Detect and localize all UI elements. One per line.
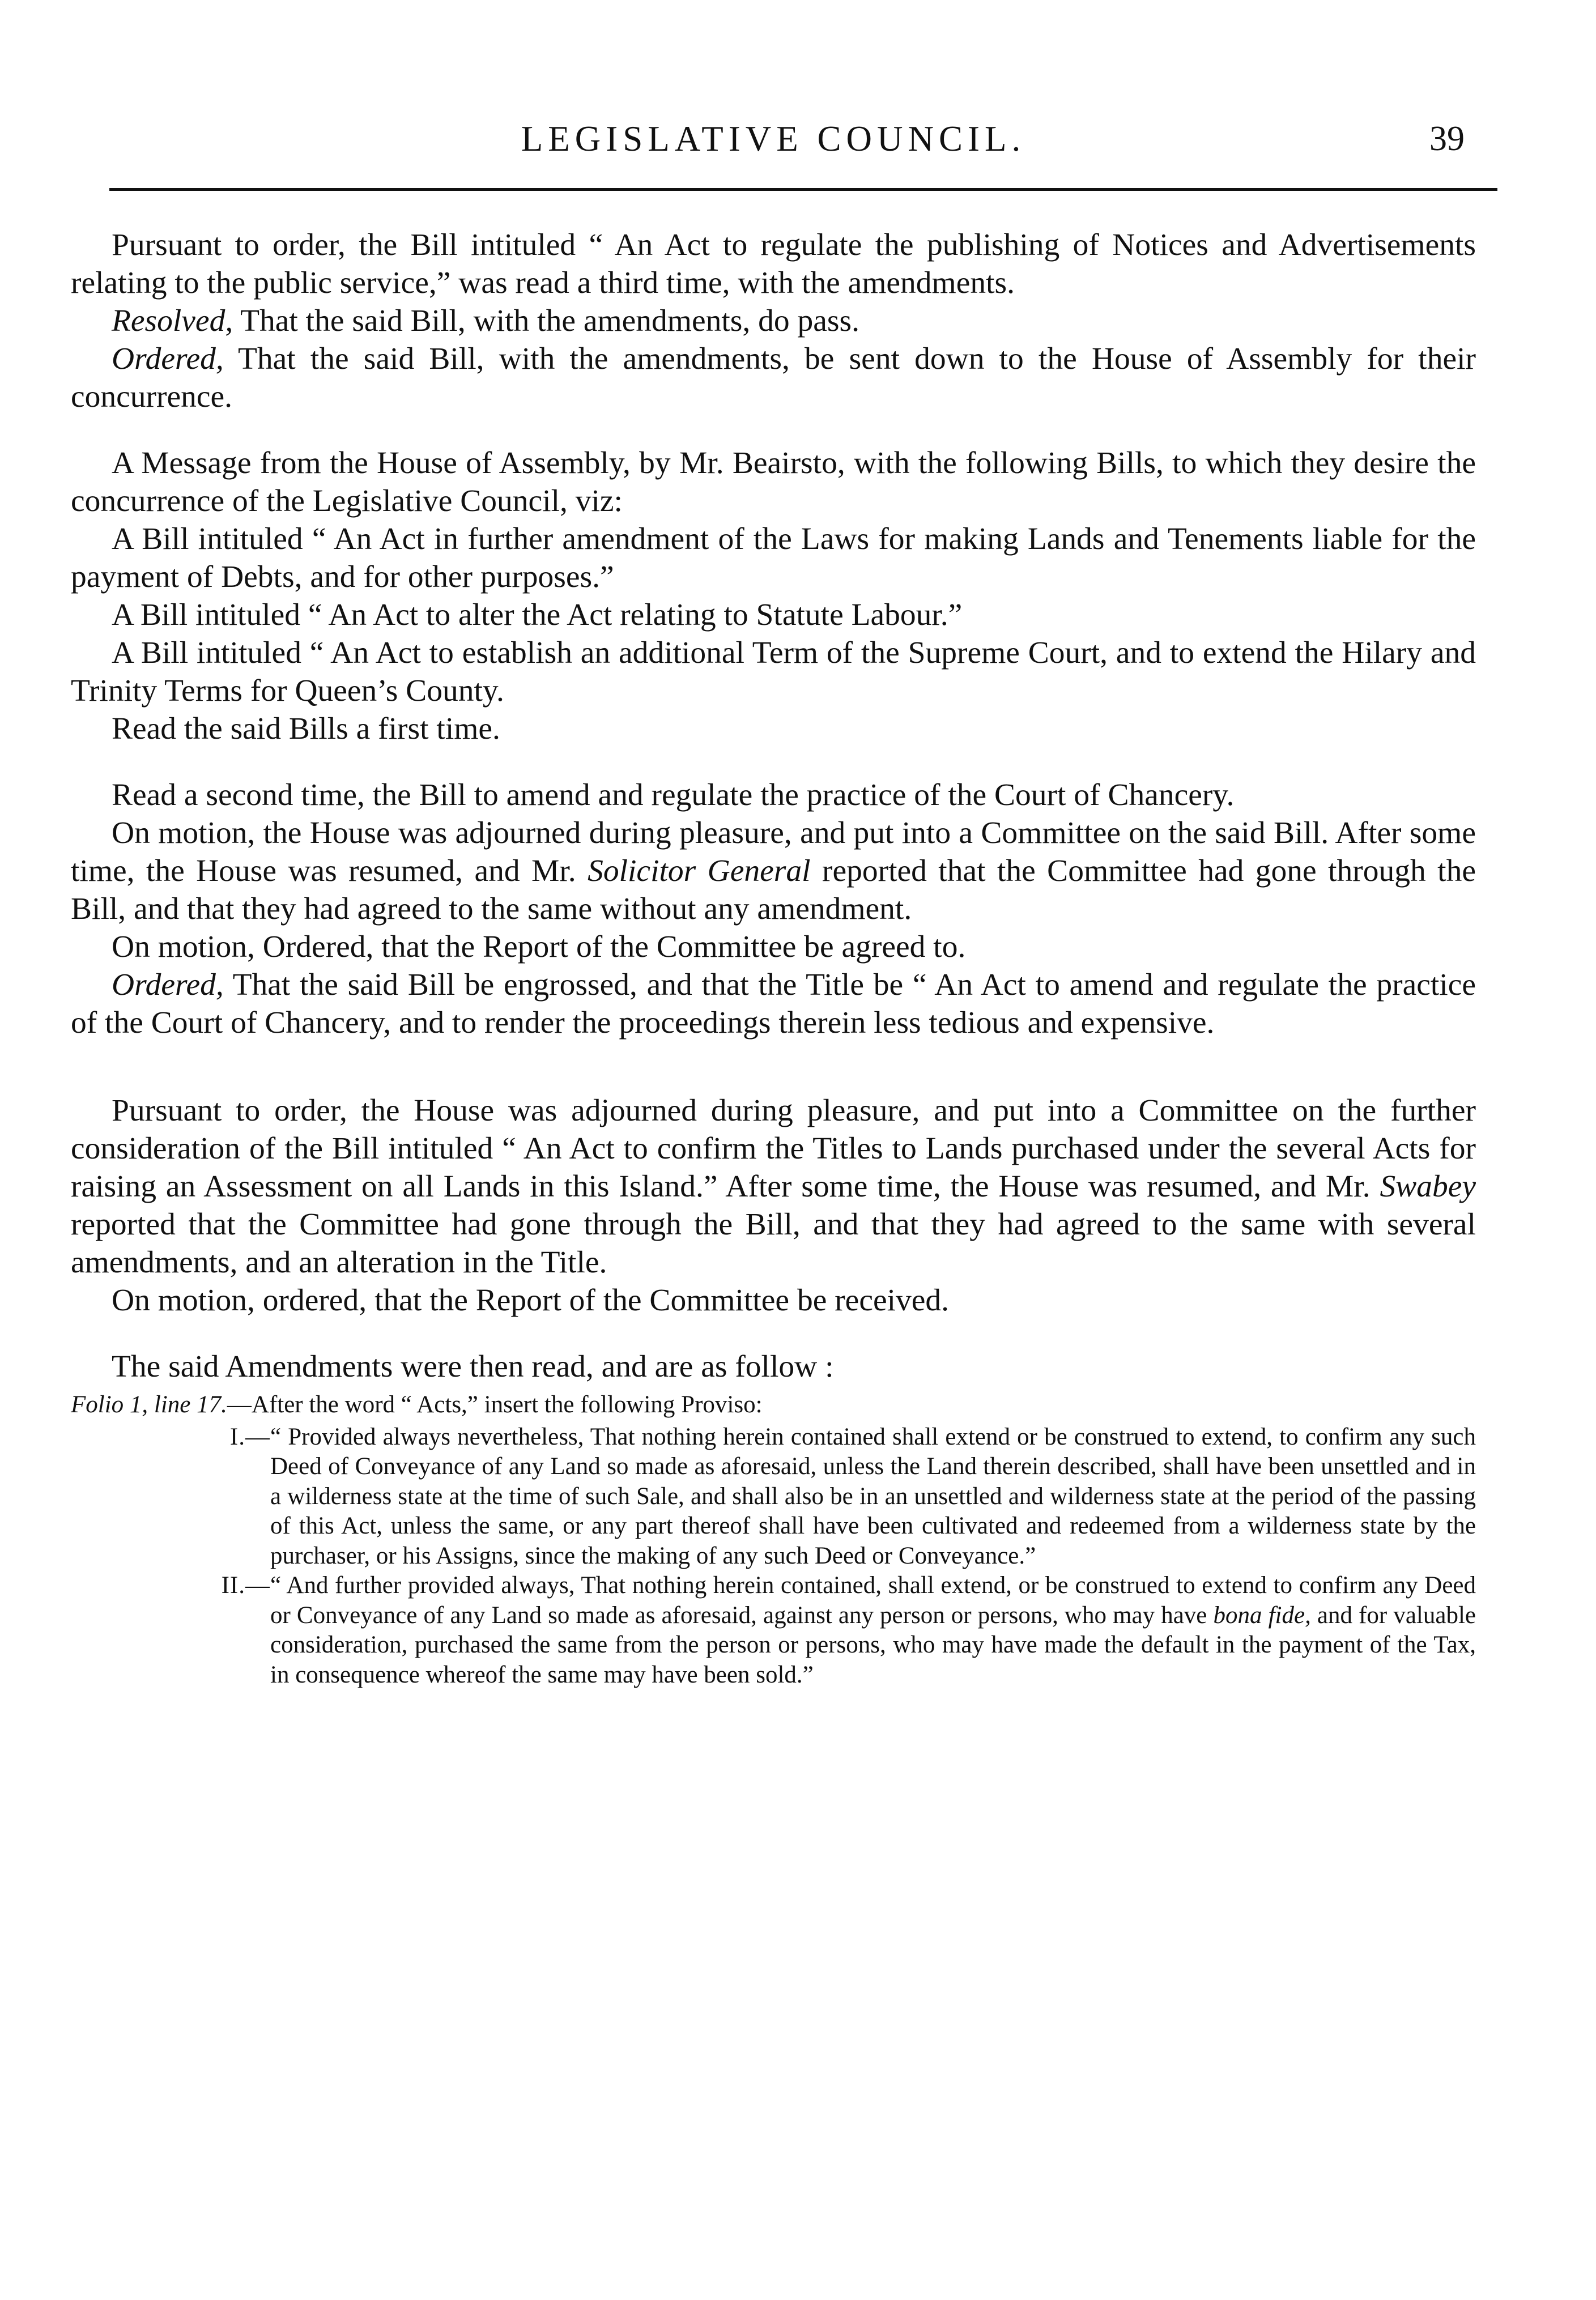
titles-committee-text-b: reported that the Committee had gone through the Bill, and that they had agreed to the same with several amendments, and an alteration in the Title.: [71, 1207, 1476, 1280]
proviso-number: I.—: [229, 1423, 270, 1450]
committee-chancery-text-b: reported that the Committee had gone through the Bill, and that they had agreed to the same without any amendment.: [71, 854, 1476, 926]
paragraph-chancery-second-reading: Read a second time, the Bill to amend and regulate the practice of the Court of Chancery.: [112, 778, 1235, 812]
paragraph-resolved: [71, 302, 1476, 340]
journal-body: [71, 226, 1476, 1386]
ordered-engrossed-lead: Ordered,: [112, 968, 224, 1002]
paragraph-report-received: On motion, ordered, that the Report of the Committee be received.: [112, 1283, 950, 1318]
paragraph-third-reading: Pursuant to order, the Bill intituled “ An Act to regulate the publishing of Notices and Advertisements relating to the public service,” was read a third time, with the amendments.: [71, 228, 1476, 300]
paragraph-amendments-read: The said Amendments were then read, and are as follow :: [112, 1349, 834, 1384]
header-rule: [109, 188, 1497, 191]
paragraph-bill-supreme-court: A Bill intituled “ An Act to establish an additional Term of the Supreme Court, and to extend the Hilary and Trinity Terms for Queen’s County.: [71, 636, 1476, 708]
titles-committee-text-a: Pursuant to order, the House was adjourned during pleasure, and put into a Committee on the further consideration of the Bill intituled “ An Act to confirm the Titles to Lands purchased under the several Acts for raising an Assessment on all Lands in this Island.” After some time, the House was resumed, and Mr.: [71, 1093, 1476, 1204]
proviso-text-b: and for valuable consideration, purchased the same from the person or persons, who may have made the default in the payment of the Tax, in consequence whereof the same may have been sold.”: [270, 1602, 1476, 1688]
ordered-text: That the said Bill, with the amendments, be sent down to the House of Assembly for their concurrence.: [71, 342, 1476, 414]
solicitor-general-name: Solicitor General: [588, 854, 811, 888]
proviso-1: [208, 1422, 1476, 1571]
proviso-number: II.—: [221, 1572, 270, 1599]
folio-text: —After the word “ Acts,” insert the following Proviso:: [227, 1391, 763, 1418]
page-header: [71, 113, 1476, 164]
amendments-section: [71, 1390, 1476, 1690]
resolved-text: That the said Bill, with the amendments, do pass.: [233, 304, 859, 338]
ordered-engrossed-text: That the said Bill be engrossed, and that the Title be “ An Act to amend and regulate the practice of the Court of Chancery, and to render the proceedings therein less tedious and expensive.: [71, 968, 1476, 1040]
resolved-lead: Resolved,: [112, 304, 233, 338]
bona-fide-phrase: bona fide,: [1213, 1602, 1311, 1629]
paragraph-ordered-sent-down: [71, 340, 1476, 416]
proviso-text: “ Provided always nevertheless, That nothing herein contained shall extend or be construed to extend, to confirm any such Deed of Conveyance of any Land so made as aforesaid, unless the Land therein described, shall have been unsettled and in a wilderness state at the time of such Sale, and shall also be in an unsettled and wilderness state at the period of the passing of this Act, unless the same, or any part thereof shall have been cultivated and redeemed from a wilderness state by the purchaser, or his Assigns, since the making of any such Deed or Conveyance.”: [270, 1423, 1476, 1569]
paragraph-bill-debts: A Bill intituled “ An Act in further amendment of the Laws for making Lands and Tenements liable for the payment of Debts, and for other purposes.”: [71, 522, 1476, 594]
committee-chancery-text-a: On motion, the House was adjourned during pleasure, and put into a Committee on the said Bill. After some time, the House was resumed, and Mr.: [71, 816, 1476, 888]
paragraph-report-agreed: On motion, Ordered, that the Report of the Committee be agreed to.: [112, 930, 966, 964]
paragraph-committee-chancery: [71, 814, 1476, 928]
folio-reference: Folio 1, line 17.: [71, 1391, 227, 1418]
swabey-name: Swabey: [1380, 1169, 1476, 1204]
folio-instruction: [71, 1390, 1476, 1420]
document-page: [71, 113, 1476, 1690]
paragraph-bill-statute-labour: A Bill intituled “ An Act to alter the Act relating to Statute Labour.”: [112, 598, 963, 632]
paragraph-titles-committee: [71, 1092, 1476, 1281]
ordered-lead: Ordered,: [112, 342, 224, 376]
paragraph-ordered-engrossed: [71, 966, 1476, 1042]
running-head: LEGISLATIVE COUNCIL.: [521, 119, 1026, 159]
page-number: 39: [1429, 120, 1465, 158]
paragraph-message: A Message from the House of Assembly, by Mr. Beairsto, with the following Bills, to which they desire the concurrence of the Legislative Council, viz:: [71, 446, 1476, 518]
paragraph-first-reading: Read the said Bills a first time.: [112, 712, 500, 746]
proviso-text-a: “ And further provided always, That nothing herein contained, shall extend, or be construed to extend to confirm any Deed or Conveyance of any Land so made as aforesaid, against any person or persons, who may have: [270, 1572, 1476, 1629]
proviso-2: [208, 1571, 1476, 1690]
